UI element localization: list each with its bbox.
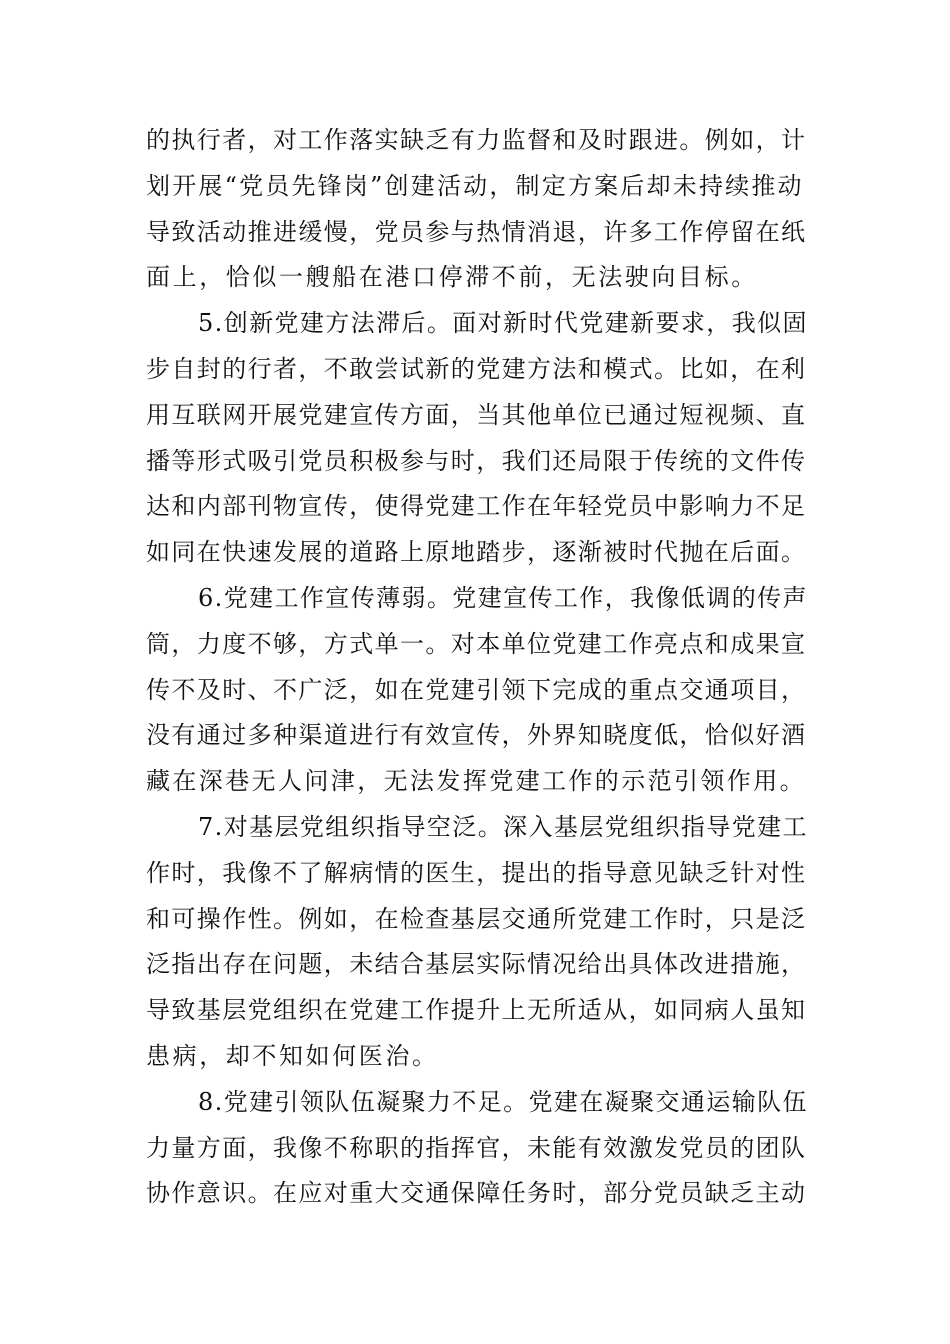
- text-line: 协作意识。在应对重大交通保障任务时，部分党员缺乏主动: [146, 1179, 807, 1208]
- paragraph-first-line: 7.对基层党组织指导空泛。深入基层党组织指导党建工: [198, 812, 808, 841]
- text-line: 划开展“党员先锋岗”创建活动，制定方案后却未持续推动: [146, 171, 804, 200]
- text-line: 传不及时、不广泛，如在党建引领下完成的重点交通项目，: [146, 675, 807, 704]
- text-line: 作时，我像不了解病情的医生，提出的指导意见缺乏针对性: [146, 858, 807, 887]
- document-body: [146, 118, 808, 1217]
- text-line: 泛指出存在问题，未结合基层实际情况给出具体改进措施，: [146, 950, 807, 979]
- text-line: 筒，力度不够，方式单一。对本单位党建工作亮点和成果宣: [146, 629, 807, 658]
- text-line: 患病，却不知如何医治。: [146, 1041, 439, 1070]
- text-line: 用互联网开展党建宣传方面，当其他单位已通过短视频、直: [146, 400, 807, 429]
- text-line: 导致基层党组织在党建工作提升上无所适从，如同病人虽知: [146, 996, 807, 1025]
- text-line: 面上，恰似一艘船在港口停滞不前，无法驶向目标。: [146, 263, 758, 292]
- text-line: 导致活动推进缓慢，党员参与热情消退，许多工作停留在纸: [146, 217, 807, 246]
- paragraph-first-line: 6.党建工作宣传薄弱。党建宣传工作，我像低调的传声: [198, 583, 808, 612]
- text-line: 如同在快速发展的道路上原地踏步，逐渐被时代抛在后面。: [146, 538, 807, 567]
- text-line: 和可操作性。例如，在检查基层交通所党建工作时，只是泛: [146, 904, 807, 933]
- paragraph-first-line: 8.党建引领队伍凝聚力不足。党建在凝聚交通运输队伍: [198, 1087, 808, 1116]
- text-line: 藏在深巷无人问津，无法发挥党建工作的示范引领作用。: [146, 767, 806, 796]
- text-line: 力量方面，我像不称职的指挥官，未能有效激发党员的团队: [146, 1133, 807, 1162]
- text-line: 没有通过多种渠道进行有效宣传，外界知晓度低，恰似好酒: [146, 721, 807, 750]
- text-line: 的执行者，对工作落实缺乏有力监督和及时跟进。例如，计: [146, 126, 807, 154]
- paragraph-first-line: 5.创新党建方法滞后。面对新时代党建新要求，我似固: [198, 309, 808, 338]
- text-line: 播等形式吸引党员积极参与时，我们还局限于传统的文件传: [146, 446, 807, 475]
- text-line: 达和内部刊物宣传，使得党建工作在年轻党员中影响力不足: [146, 492, 807, 521]
- text-line: 步自封的行者，不敢尝试新的党建方法和模式。比如，在利: [146, 354, 807, 383]
